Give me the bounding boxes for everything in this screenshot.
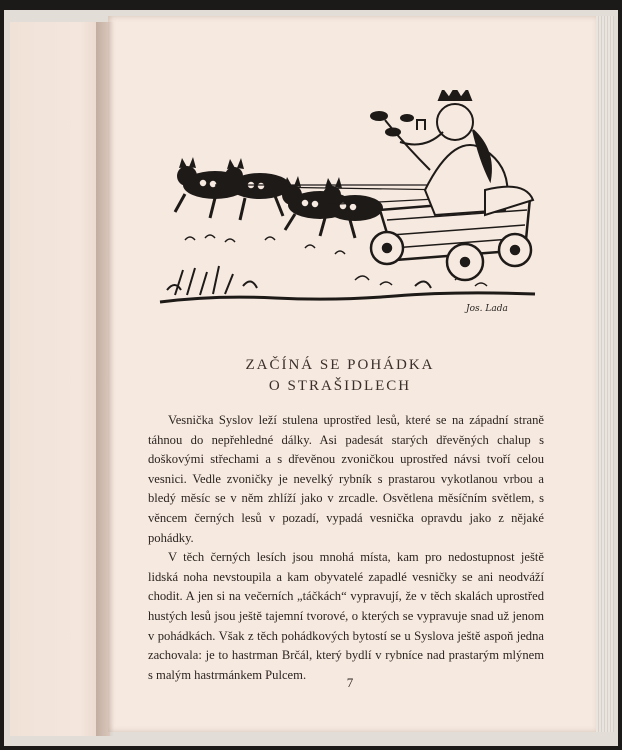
chapter-title-line-2: O STRAŠIDLECH <box>268 378 412 394</box>
book-gutter <box>96 22 114 736</box>
chapter-title-line-1: ZAČÍNÁ SE POHÁDKA <box>245 357 435 373</box>
chapter-title <box>225 355 455 397</box>
paragraph-2: V těch černých lesích jsou mnohá místa, kam pro nedostupnost ještě lidská noha nevstoupila a kam obyvatelé zapadlé vesničky se ani neodváží chodit. A jen si na večerních „táčkách“ vypravují, že v těch skalách uprostřed hustých lesů jsou ještě tajemní tvorové, o kterých se vypravuje snad už jenom v pohádkách. Však z těch pohádkových bytostí se u Syslova ještě aspoň jedna zachovala: je to hastrman Brčál, který bydlí v rybníce nad prastarým mlýnem s malým hastrmánkem Pulcem. <box>148 550 544 682</box>
body-text <box>148 411 544 685</box>
illustrator-signature: Jos. Lada <box>466 304 508 314</box>
cart-illustration <box>155 90 540 320</box>
paragraph-1: Vesnička Syslov leží stulena uprostřed lesů, které se na západní straně táhnou do nepřehledné dálky. Asi padesát starých dřevěných chalup s doškovými střechami a s dřevěnou zvoničkou uprostřed návsi tvoří celou vesnici. Vedle zvoničky je nevelký rybník s prastarou vykotlanou vrbou a bledý měsíc se v něm zhlíží jako v zrcadle. Osvětlena měsíčním světlem, s věncem černých lesů v pozadí, vypadá vesnička opravdu jako z nějaké pohádky. <box>148 413 544 545</box>
page-number: 7 <box>346 675 354 690</box>
left-page <box>10 22 110 736</box>
page-edge <box>596 16 614 732</box>
